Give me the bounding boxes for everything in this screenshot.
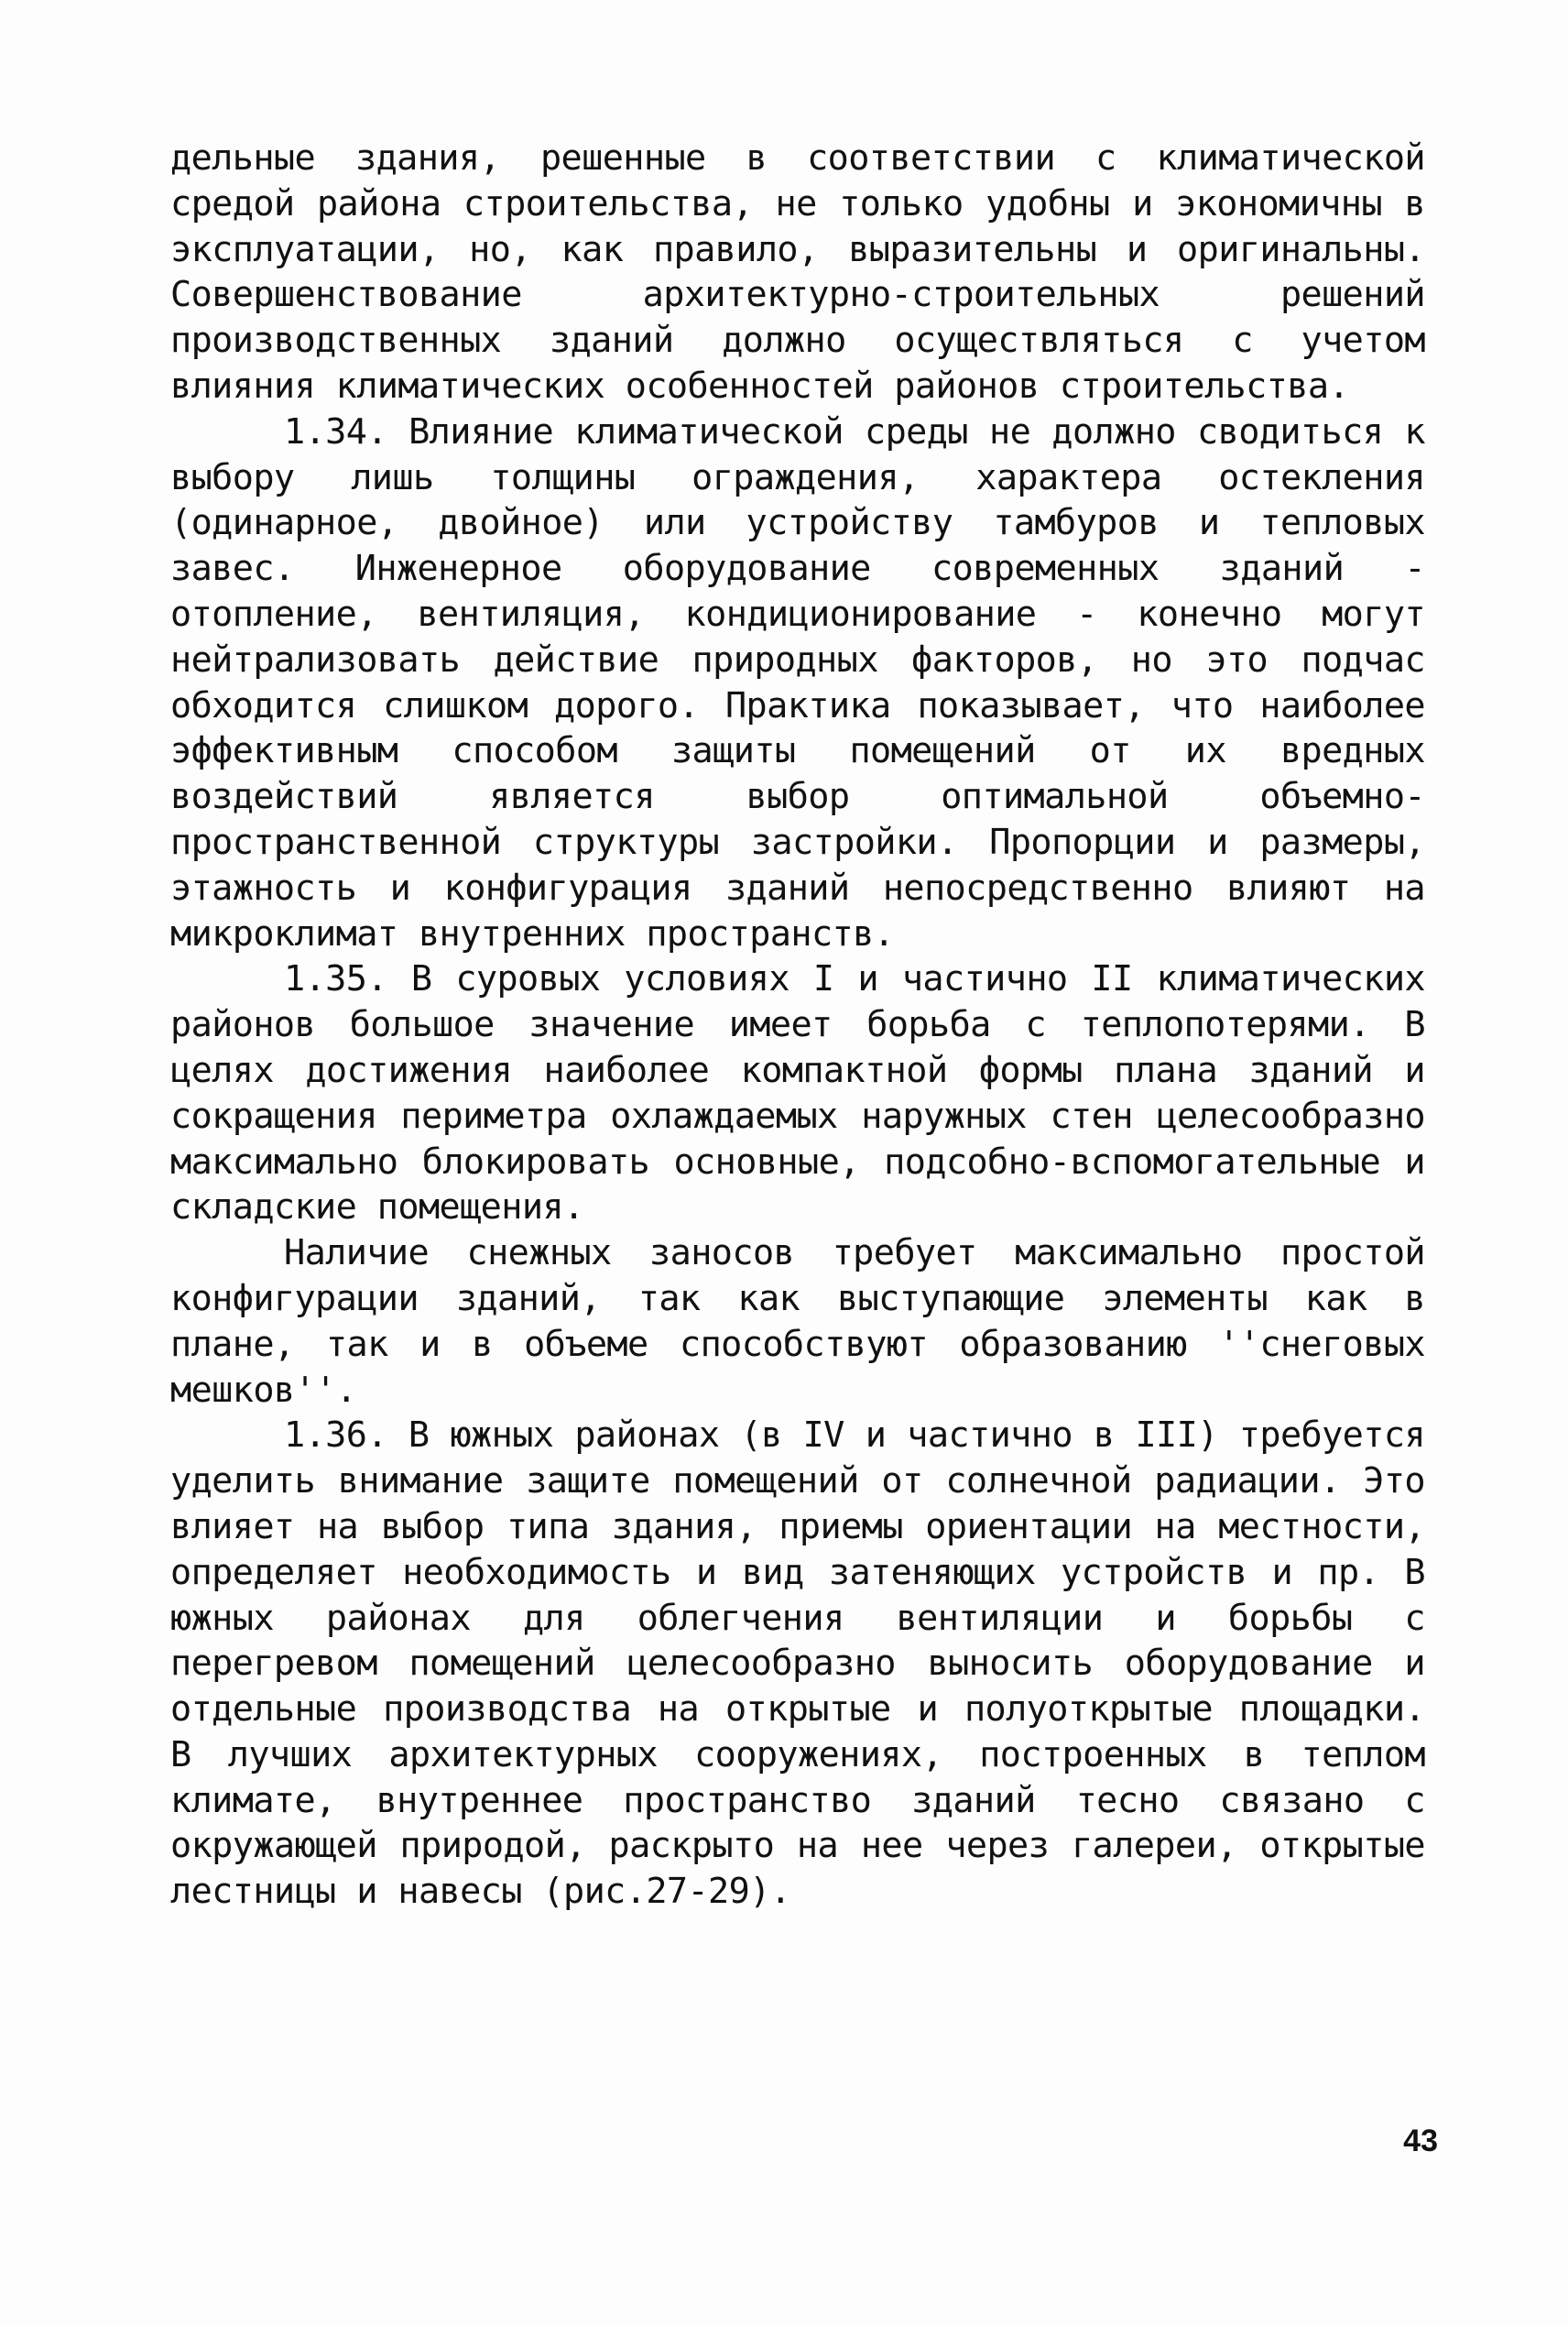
page-number: 43 — [1403, 2124, 1438, 2158]
body-text — [170, 136, 1425, 1915]
paragraph-continuation: дельные здания, решенные в соответствии с климатической средой района строительства, не только удобны и экономичны в эксплуатации, но, как правило, выразительны и оригинальны. Совершенствование архитектурно-строительных решений производственных зданий должно осуществляться с учетом влияния климатических особенностей районов строительства. — [170, 137, 1425, 407]
paragraph-1-35: 1.35. В суровых условиях I и частично II климатических районов большое значение имеет борьба с теплопотерями. В целях достижения наиболее компактной формы плана зданий и сокращения периметра охлаждаемых наружных стен целесообразно максимально блокировать основные, подсобно-вспомогательные и складские помещения. — [170, 958, 1425, 1229]
paragraph-snow-drifts: Наличие снежных заносов требует максимально простой конфигурации зданий, так как выступающие элементы как в плане, так и в объеме способствуют образованию ''снеговых мешков''. — [170, 1232, 1425, 1411]
paragraph-1-36: 1.36. В южных районах (в IV и частично в III) требуется уделить внимание защите помещений от солнечной радиации. Это влияет на выбор типа здания, приемы ориентации на местности, определяет необходимость и вид затеняющих устройств и пр. В южных районах для облегчения вентиляции и борьбы с перегревом помещений целесообразно выносить оборудование и отдельные производства на открытые и полуоткрытые площадки. В лучших архитектурных сооружениях, построенных в теплом климате, внутреннее пространство зданий тесно связано с окружающей природой, раскрыто на нее через галереи, открытые лестницы и навесы (рис.27-29). — [170, 1414, 1425, 1913]
paragraph-1-34: 1.34. Влияние климатической среды не должно сводиться к выбору лишь толщины ограждения, характера остекления (одинарное, двойное) или устройству тамбуров и тепловых завес. Инженерное оборудование современных зданий - отопление, вентиляция, кондиционирование - конечно могут нейтрализовать действие природных факторов, но это подчас обходится слишком дорого. Практика показывает, что наиболее эффективным способом защиты помещений от их вредных воздействий является выбор оптимальной объемно-пространственной структуры застройки. Пропорции и размеры, этажность и конфигурация зданий непосредственно влияют на микроклимат внутренних пространств. — [170, 410, 1425, 955]
